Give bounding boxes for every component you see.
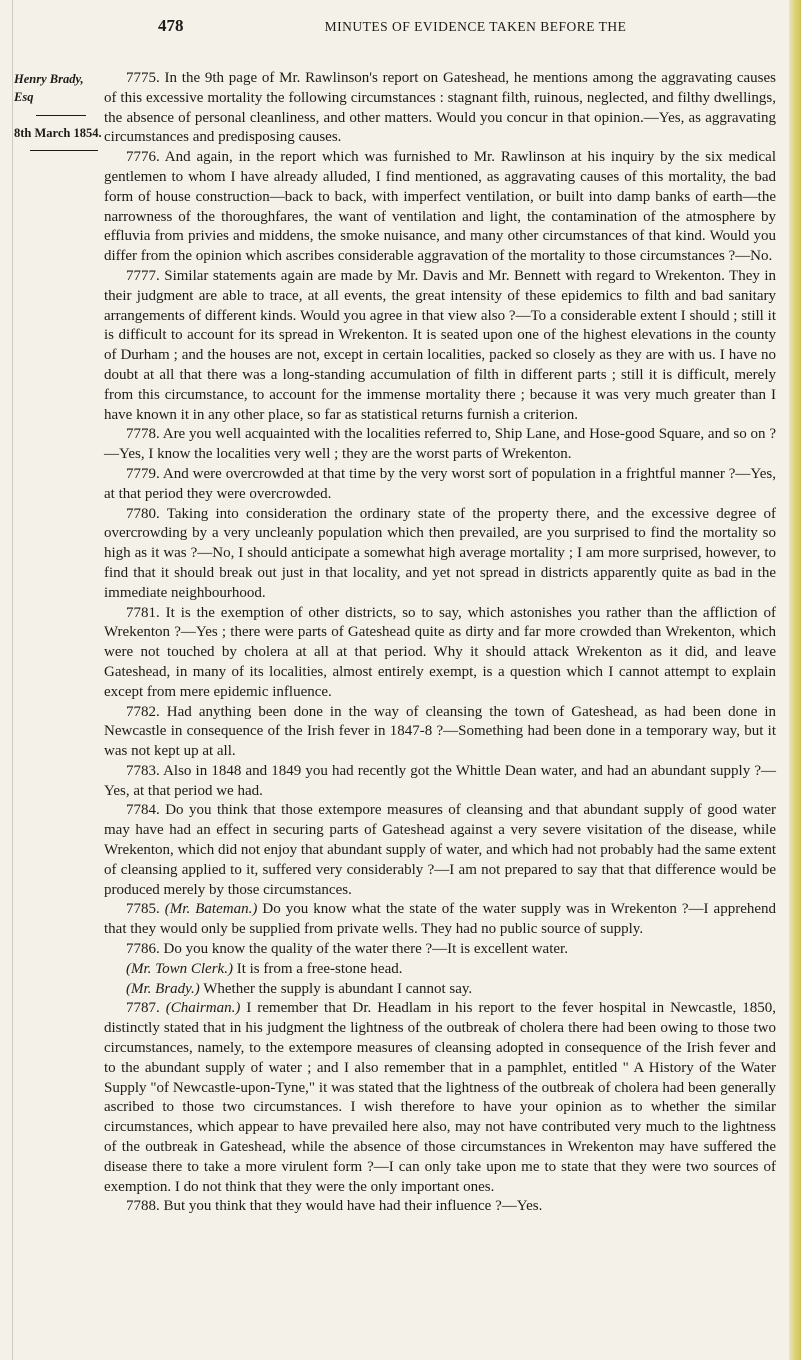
speaker-label: (Mr. Bateman.) bbox=[164, 901, 258, 918]
paragraph-text: But you think that they would have had their influence ?—Yes. bbox=[163, 1198, 543, 1215]
speaker-label: (Chairman.) bbox=[165, 1000, 241, 1017]
evidence-paragraph bbox=[104, 425, 776, 465]
paragraph-text: And again, in the report which was furnished to Mr. Rawlinson at his inquiry by the six medical gentlemen to whom I have already alluded, I find mentioned, as aggravating causes of this mortality, the bad form of house construction—back to back, with imperfect ventilation, or built into damp banks of earth—the narrowness of the thoroughfares, the want of ventilation and light, the contamination of the atmosphere by effluvia from privies and middens, the smoke nuisance, and many other circumstances of that kind. Would you differ from the opinion which ascribes considerable aggravation of the mortality to those circumstances ?—No. bbox=[104, 149, 776, 265]
evidence-paragraph bbox=[104, 465, 776, 505]
hearing-date: 8th March 1854. bbox=[14, 126, 102, 140]
page-number: 478 bbox=[158, 16, 184, 35]
margin-note bbox=[14, 70, 102, 151]
question-number: 7781. bbox=[126, 604, 160, 621]
question-number: 7778. bbox=[126, 426, 160, 443]
question-number: 7788. bbox=[126, 1198, 160, 1215]
evidence-paragraph bbox=[104, 1197, 776, 1217]
question-number: 7780. bbox=[126, 505, 160, 522]
evidence-paragraph bbox=[104, 69, 776, 148]
page-edge-decoration bbox=[789, 0, 801, 1360]
paragraph-text: Also in 1848 and 1849 you had recently got the Whittle Dean water, and had an abundant supply ?—Yes, at that period we had. bbox=[104, 762, 776, 799]
running-head: MINUTES OF EVIDENCE TAKEN BEFORE THE bbox=[324, 19, 627, 34]
evidence-paragraph bbox=[104, 148, 776, 267]
paragraph-text: Taking into consideration the ordinary state of the property there, and the excessive degree of overcrowding by a very uncleanly population which then prevailed, are you surprised to find the mortality so high as it was ?—No, I should anticipate a somewhat high average mortality ; I am more surprised, however, to find that it should break out just in that locality, and yet not spread in districts apparently quite as bad in the immediate neighbourhood. bbox=[104, 505, 776, 601]
margin-dash bbox=[36, 115, 86, 116]
paragraph-text: It is from a free-stone head. bbox=[236, 960, 403, 977]
question-number: 7786. bbox=[126, 941, 160, 958]
paragraph-text: It is the exemption of other districts, so to say, which astonishes you rather than the affliction of Wrekenton ?—Yes ; there were parts of Gateshead quite as dirty and far more crowded than Wrekenton, which were not touched by cholera at all at that period. Why it should attack Wrekenton as it did, and leave Gateshead, in many of its localities, almost entirely exempt, is a question which I cannot attempt to explain except from mere epidemic influence. bbox=[104, 604, 777, 700]
speaker-label: (Mr. Town Clerk.) bbox=[126, 960, 233, 977]
evidence-paragraph bbox=[104, 762, 776, 802]
evidence-paragraph bbox=[104, 801, 776, 900]
evidence-paragraph bbox=[104, 505, 776, 604]
paragraph-text: Whether the supply is abundant I cannot say. bbox=[203, 980, 473, 997]
margin-rule bbox=[12, 0, 13, 1360]
evidence-paragraph bbox=[104, 960, 776, 980]
question-number: 7782. bbox=[126, 703, 160, 720]
evidence-paragraph bbox=[104, 940, 776, 960]
paragraph-text: Do you think that those extempore measures of cleansing and that abundant supply of good water may have had an effect in securing parts of Gateshead against a very severe visitation of the disease, while Wrekenton, which did not enjoy that abundant supply of water, and which had not probably had the same extent of cleansing applied to it, suffered very considerably ?—I am not prepared to say that that difference would be produced merely by those circumstances. bbox=[104, 802, 776, 898]
paragraph-text: Do you know the quality of the water there ?—It is excellent water. bbox=[163, 941, 568, 958]
paragraph-text: Do you know what the state of the water supply was in Wrekenton ?—I apprehend that they would only be supplied from private wells. They had no public source of supply. bbox=[104, 901, 777, 938]
evidence-paragraph bbox=[104, 703, 776, 762]
paragraph-text: And were overcrowded at that time by the very worst sort of population in a frightful manner ?—Yes, at that period they were overcrowded. bbox=[104, 465, 776, 502]
evidence-paragraph bbox=[104, 604, 776, 703]
page-header bbox=[0, 16, 801, 42]
evidence-paragraph bbox=[104, 999, 776, 1197]
question-number: 7776. bbox=[126, 149, 160, 166]
question-number: 7779. bbox=[126, 465, 160, 482]
evidence-body bbox=[104, 69, 776, 1217]
paragraph-text: Had anything been done in the way of cleansing the town of Gateshead, as had been done in Newcastle in consequence of the Irish fever in 1847-8 ?—Something had been done in a temporary way, but it was not kept up at all. bbox=[104, 703, 776, 760]
evidence-paragraph bbox=[104, 267, 776, 425]
paragraph-text: Similar statements again are made by Mr. Davis and Mr. Bennett with regard to Wrekenton. They in their judgment are able to trace, at all events, the great intensity of these epidemics to filth and bad sanitary arrangements of different kinds. Would you agree in that view also ?—To a considerable extent I should ; still it is difficult to account for its spread in Wrekenton. It is seated upon one of the highest elevations in the county of Durham ; and the houses are not, except in certain localities, packed so closely as they are with us. I have no doubt at all that there was a long-standing accumulation of filth in different parts ; still it is difficult, merely from this circumstance, to account for the immense mortality there ; because it was very much greater than I have known it in any other place, so far as statistical returns furnish a criterion. bbox=[104, 267, 777, 423]
paragraph-text: Are you well acquainted with the localities referred to, Ship Lane, and Hose-good Square, and so on ?—Yes, I know the localities very well ; they are the worst parts of Wrekenton. bbox=[104, 426, 776, 463]
question-number: 7787. bbox=[126, 1000, 160, 1017]
evidence-paragraph bbox=[104, 980, 776, 1000]
margin-dash bbox=[30, 150, 98, 151]
question-number: 7784. bbox=[126, 802, 160, 819]
question-number: 7775. bbox=[126, 70, 160, 86]
speaker-label: (Mr. Brady.) bbox=[126, 980, 200, 997]
paragraph-text: I remember that Dr. Headlam in his report to the fever hospital in Newcastle, 1850, distinctly stated that in his judgment the lightness of the outbreak of cholera there had been owing to those two circumstances, namely, to the extempore measures of cleansing adopted in consequence of the Irish fever and to the abundant supply of water ; and I also remember that in a pamphlet, entitled " A History of the Water Supply "of Newcastle-upon-Tyne," it was stated that the lightness of the outbreak of cholera had been generally ascribed to those two circumstances. I wish therefore to have your opinion as to whether the similar circumstances, which appear to have prevailed here also, may not have contributed very much to the lightness of the outbreak in Gateshead, while the absence of those circumstances in Wrekenton may have suffered the disease there to take a more virulent form ?—I can only take upon me to state that they were two sources of exemption. I do not think that they were the only important ones. bbox=[104, 1000, 777, 1195]
witness-name: Henry Brady, Esq bbox=[14, 72, 84, 104]
paragraph-text: In the 9th page of Mr. Rawlinson's report on Gateshead, he mentions among the aggravating causes of this excessive mortality the following circumstances : stagnant filth, ruinous, neglected, and filthy dwellings, the absence of personal cleanliness, and other matters. Would you concur in that opinion.—Yes, as aggravating circumstances and predisposing causes. bbox=[104, 70, 776, 146]
question-number: 7783. bbox=[126, 762, 160, 779]
question-number: 7785. bbox=[126, 901, 160, 918]
evidence-paragraph bbox=[104, 900, 776, 940]
question-number: 7777. bbox=[126, 267, 160, 284]
